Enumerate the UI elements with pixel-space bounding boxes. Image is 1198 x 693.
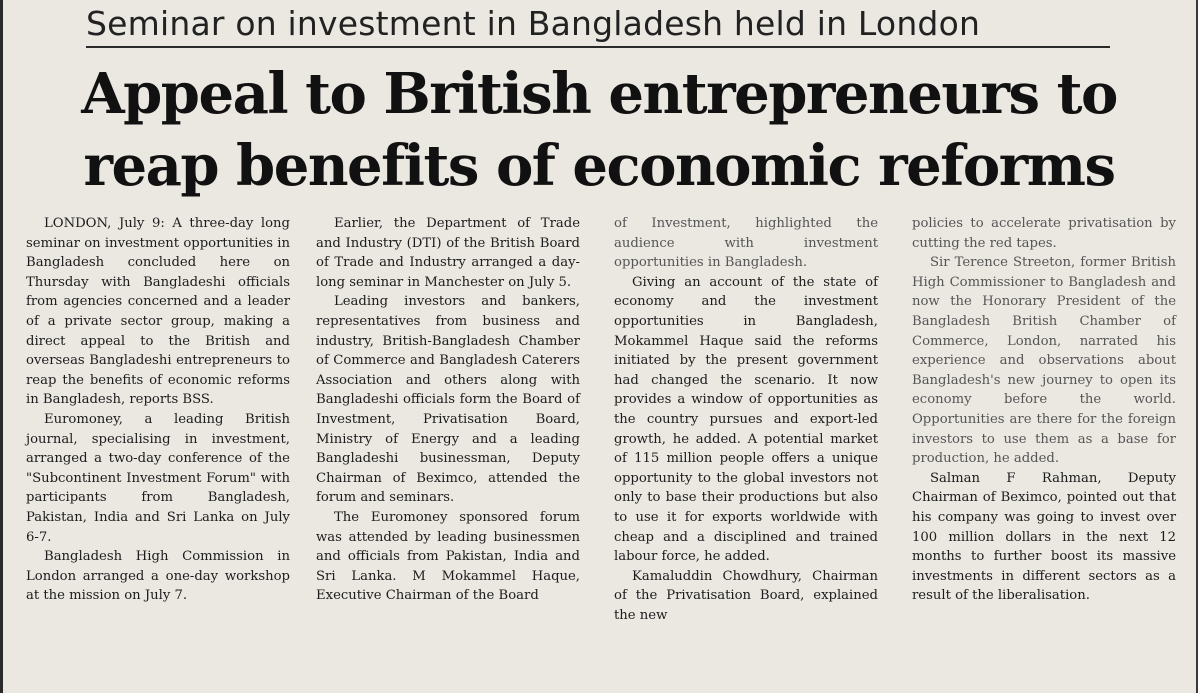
paragraph: Salman F Rahman, Deputy Chairman of Beximco, pointed out that his company was going to invest over 100 million dollars in the next 12 months to further boost its massive investments in different sectors as a result of the liberalisation. bbox=[912, 470, 1176, 604]
paragraph: Kamaluddin Chowdhury, Chairman of the Privatisation Board, explained the new bbox=[614, 568, 878, 623]
headline-line-1: Appeal to British entrepreneurs to bbox=[81, 61, 1117, 127]
paragraph: The Euromoney sponsored forum was attended by leading businessmen and officials from Pakistan, India and Sri Lanka. M Mokammel Haque, Executive Chairman of the Board bbox=[316, 509, 580, 604]
paragraph: Sir Terence Streeton, former British High Commissioner to Bangladesh and now the Honorary President of the Bangladesh British Chamber of Commerce, London, narrated his experience and observations about Bangladesh's new journey to open its economy before the world. Opportunities are there for the foreign investors to use them as a base for production, he added. bbox=[912, 255, 1176, 467]
article-body bbox=[22, 214, 1182, 693]
kicker-headline: Seminar on investment in Bangladesh held in London bbox=[86, 4, 981, 43]
article-column-4 bbox=[912, 214, 1176, 606]
kicker-rule bbox=[86, 46, 1110, 48]
paragraph: Euromoney, a leading British journal, specialising in investment, arranged a two-day conference of the "Subcontinent Investment Forum" with participants from Bangladesh, Pakistan, India and Sri Lanka on July 6-7. bbox=[26, 411, 290, 545]
paragraph: Bangladesh High Commission in London arranged a one-day workshop at the mission on July 7. bbox=[26, 549, 290, 604]
article-column-1 bbox=[26, 214, 290, 606]
main-headline bbox=[0, 58, 1198, 202]
paragraph: Earlier, the Department of Trade and Industry (DTI) of the British Board of Trade and Industry arranged a day-long seminar in Manchester on July 5. bbox=[316, 216, 580, 290]
article-column-3 bbox=[614, 214, 878, 625]
paragraph: Giving an account of the state of economy and the investment opportunities in Bangladesh, Mokammel Haque said the reforms initiated by the present government had changed the scenario. It now provides a window of opportunities as the country pursues and export-led growth, he added. A potential market of 115 million people offers a unique opportunity to the global investors not only to base their productions but also to use it for exports worldwide with cheap and a disciplined and trained labour force, he added. bbox=[614, 274, 878, 565]
paragraph: policies to accelerate privatisation by cutting the red tapes. bbox=[912, 216, 1176, 251]
headline-line-2: reap benefits of economic reforms bbox=[83, 133, 1115, 199]
paragraph: LONDON, July 9: A three-day long seminar on investment opportunities in Bangladesh concluded here on Thursday with Bangladeshi officials from agencies concerned and a leader of a private sector group, making a direct appeal to the British and overseas Bangladeshi entrepreneurs to reap the benefits of economic reforms in Bangladesh, reports BSS. bbox=[26, 216, 290, 408]
article-column-2 bbox=[316, 214, 580, 606]
paragraph: Leading investors and bankers, representatives from business and industry, British-Bangladesh Chamber of Commerce and Bangladesh Caterers Association and others along with Bangladeshi officials form the Board of Investment, Privatisation Board, Ministry of Energy and a leading Bangladeshi businessman, Deputy Chairman of Beximco, attended the forum and seminars. bbox=[316, 294, 580, 506]
paragraph: of Investment, highlighted the audience with investment opportunities in Bangladesh. bbox=[614, 216, 878, 271]
